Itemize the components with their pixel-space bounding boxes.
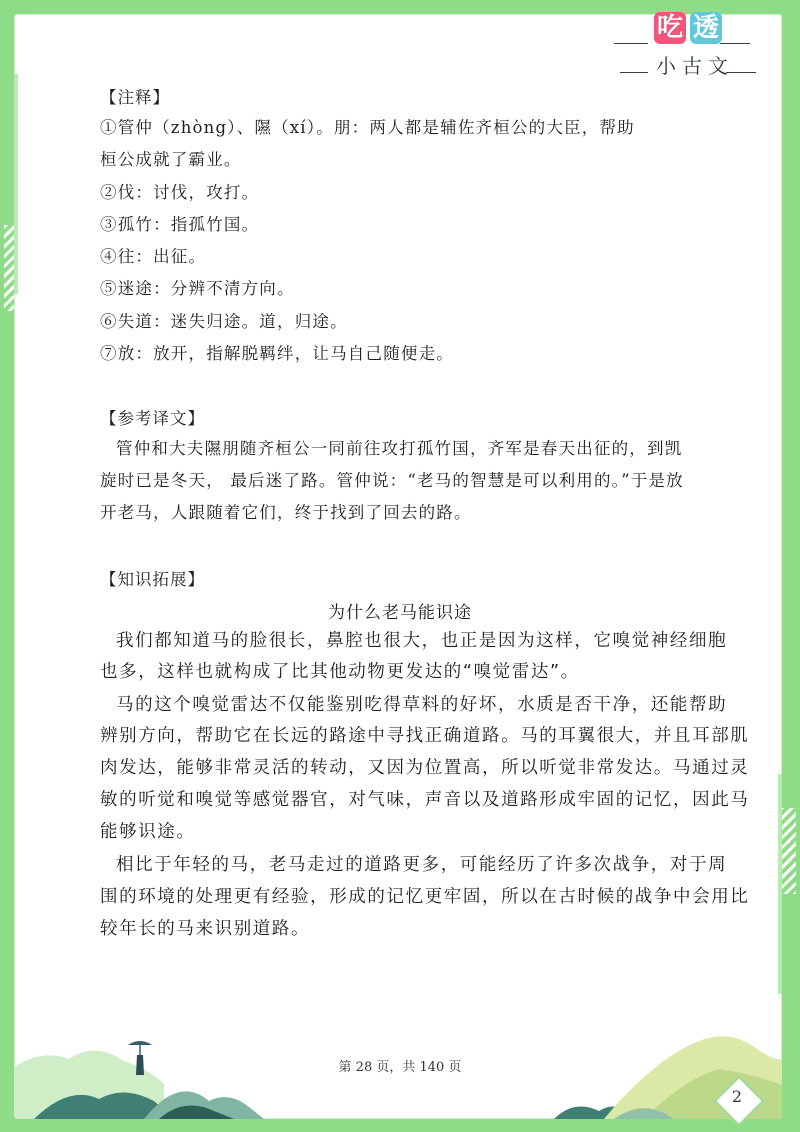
translation-line: 开老马，人跟随着它们，终于找到了回去的路。 <box>100 503 472 522</box>
page-footer: 第 28 页，共 140 页 <box>338 1060 462 1075</box>
knowledge-heading: 【知识拓展】 <box>100 570 205 589</box>
knowledge-title: 为什么老马能识途 <box>328 603 472 623</box>
notes-heading: 【注释】 <box>100 88 170 107</box>
knowledge-line: 敏的听觉和嗅觉等感觉器官，对气味，声音以及道路形成牢固的记忆，因此马 <box>100 790 750 810</box>
logo-subtitle: 小古文 <box>656 54 734 78</box>
notes-line: ①管仲（zhòng）、隰（xí）。朋：两人都是辅佐齐桓公的大臣，帮助 <box>100 118 635 137</box>
translation-line: 管仲和大夫隰朋随齐桓公一同前往攻打孤竹国，齐军是春天出征的，到凯 <box>116 439 683 458</box>
knowledge-line: 辨别方向，帮助它在长远的路途中寻找正确道路。马的耳翼很大，并且耳部肌 <box>100 726 750 746</box>
notes-line: ⑤迷途：分辨不清方向。 <box>100 279 295 298</box>
page-number: 2 <box>731 1087 743 1106</box>
logo-dash-left-bottom <box>620 72 648 73</box>
landscape-illustration <box>14 989 782 1119</box>
logo-dash-left <box>614 43 648 44</box>
knowledge-line: 能够识途。 <box>100 822 196 842</box>
knowledge-line: 我们都知道马的脸很长，鼻腔也很大，也正是因为这样，它嗅觉神经细胞 <box>116 631 728 651</box>
logo-char-1: 吃 <box>654 12 686 44</box>
notes-line: ②伐：讨伐，攻打。 <box>100 183 260 202</box>
notes-line: ③孤竹：指孤竹国。 <box>100 215 260 234</box>
knowledge-line: 肉发达，能够非常灵活的转动，又因为位置高，所以听觉非常发达。马通过灵 <box>100 758 750 778</box>
translation-heading: 【参考译文】 <box>100 409 205 428</box>
decorative-stripe-right-bottom <box>780 808 796 894</box>
translation-line: 旋时已是冬天， 最后迷了路。管仲说：“老马的智慧是可以利用的。”于是放 <box>100 471 684 490</box>
notes-line: ⑦放：放开，指解脱羁绊，让马自己随便走。 <box>100 344 454 363</box>
logo-dash-right-top <box>720 43 750 44</box>
notes-line: 桓公成就了霸业。 <box>100 150 242 169</box>
knowledge-line: 马的这个嗅觉雷达不仅能鉴别吃得草料的好坏，水质是否干净，还能帮助 <box>116 695 728 715</box>
knowledge-line: 围的环境的处理更有经验，形成的记忆更牢固，所以在古时候的战争中会用比 <box>100 887 750 907</box>
logo-char-2: 透 <box>690 12 722 44</box>
knowledge-line: 较年长的马来识别道路。 <box>100 919 311 939</box>
edge-line-left <box>14 74 18 294</box>
knowledge-line: 也多，这样也就构成了比其他动物更发达的“嗅觉雷达”。 <box>100 662 580 682</box>
edge-line-right <box>778 774 782 994</box>
brand-logo <box>614 10 764 80</box>
page-number-badge <box>717 1079 757 1119</box>
notes-line: ⑥失道：迷失归途。道，归途。 <box>100 312 348 331</box>
knowledge-line: 相比于年轻的马，老马走过的道路更多，可能经历了许多次战争，对于周 <box>116 855 728 875</box>
notes-line: ④往：出征。 <box>100 247 207 266</box>
